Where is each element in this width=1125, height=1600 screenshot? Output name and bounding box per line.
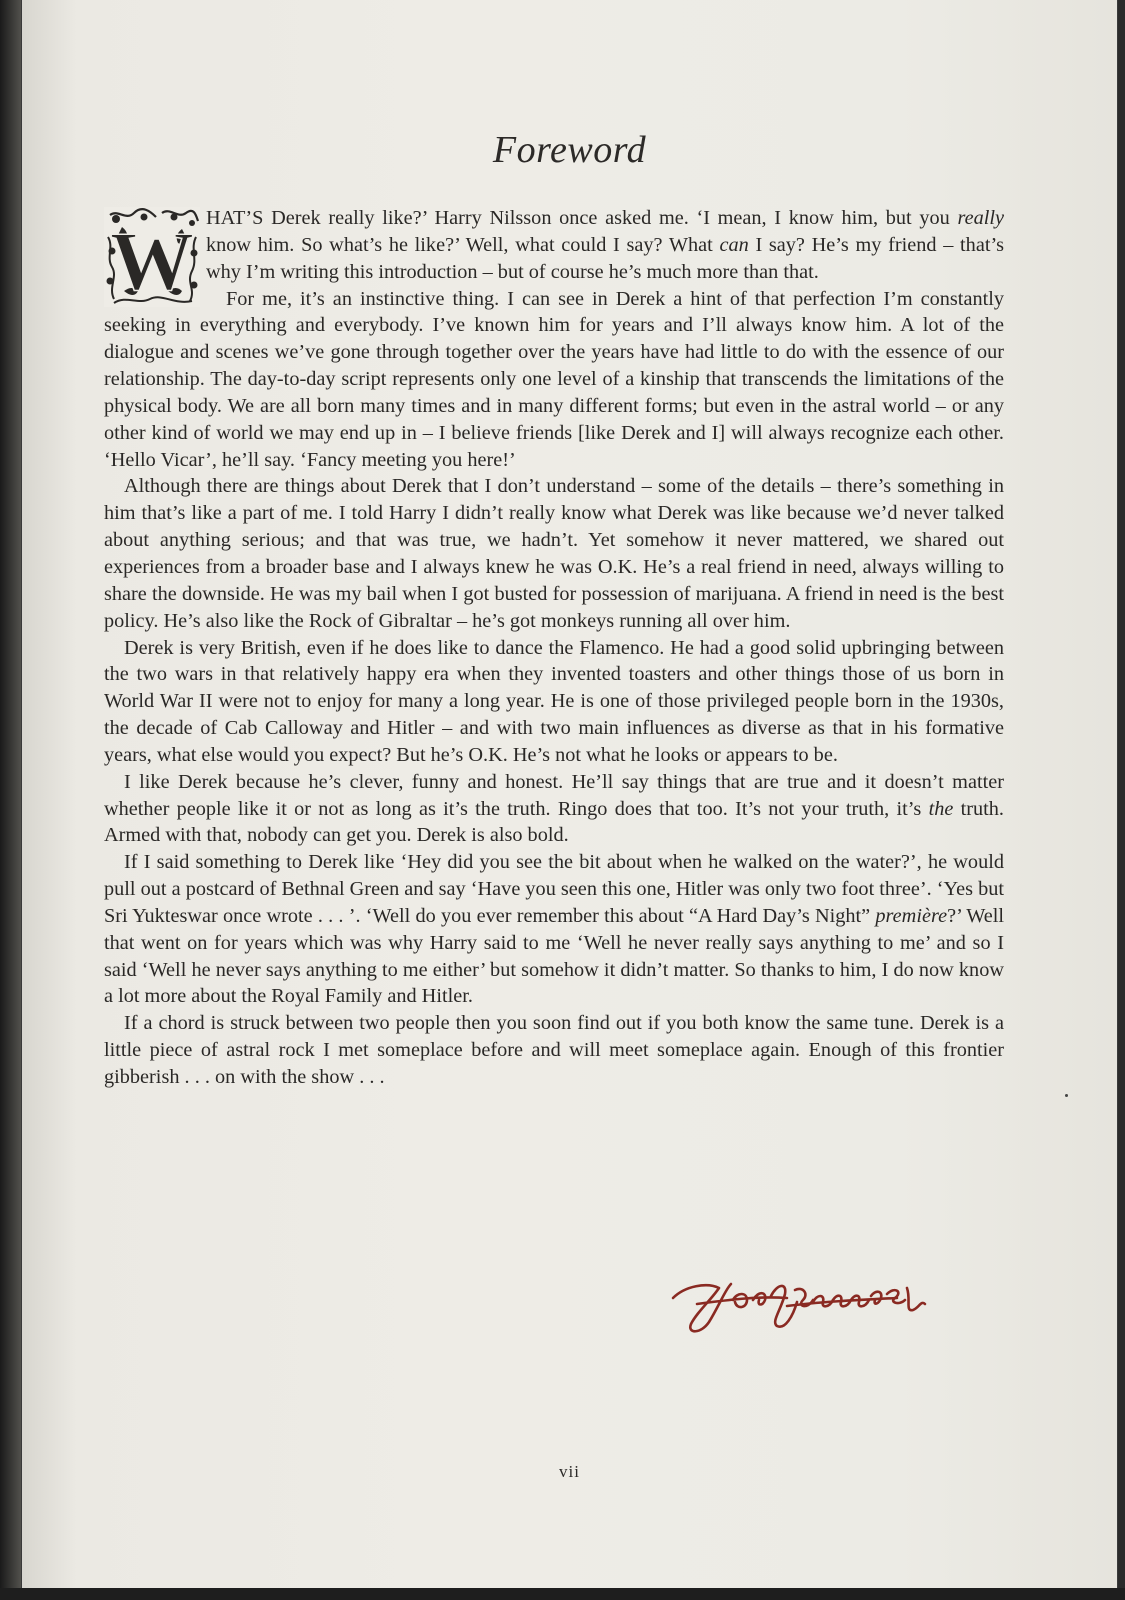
signature-text: George Harrison 82 [667,1260,675,1261]
signature-drawing [667,1260,932,1340]
p5-text-b: truth. Armed with that, nobody can get you. Derek is also bold. [104,797,1004,847]
paragraph-7: If a chord is struck between two people then you soon find out if you both know the same tune. Derek is a little piece of astral rock I met someplace before and will meet someplace again. Enough of this frontier gibberish . . . on with the show . . . [104,1012,1004,1088]
p5-text-a: I like Derek because he’s clever, funny and honest. He’ll say things that are true and it doesn’t matter whether people like it or not as long as it’s the truth. Ringo does that too. It’s not your truth, it’s [104,770,1004,820]
p6-text-b: ?’ Well that went on for years which was why Harry said to me ‘Well he never really says anything to me’ and so I said ‘Well he never says anything to me either’ but somehow it didn’t matter. So thanks to him, I do now know a lot more about the Royal Family and Hitler. [104,904,1004,1008]
paragraph-6 [104,849,1004,1010]
p1-text-b: know him. So what’s he like?’ Well, what could I say? What [206,233,720,256]
dropcap-w-ornament [104,207,200,307]
ornamental-dropcap [104,207,200,307]
paragraph-5 [104,769,1004,850]
dropcap-letter: W [110,215,194,307]
p1-emphasis-really: really [957,207,1004,229]
paragraph-1 [104,205,1004,307]
paragraph-3: Although there are things about Derek that I don’t understand – some of the details – there’s something in him that’s like a part of me. I told Harry I didn’t really know what Derek was like because we’d never talked about anything serious; and that was true, we hadn’t. Yet somehow it never mattered, we shared out experiences from a broader base and I always knew he was O.K. He’s a real friend in need, always willing to share the downside. He was my bail when I got busted for possession of marijuana. A friend in need is the best policy. He’s also like the Rock of Gibraltar – he’s got monkeys running all over him. [104,475,1004,632]
handwritten-signature [667,1260,932,1340]
p6-text-a: If I said something to Derek like ‘Hey did you see the bit about when he walked on the water?’, he would pull out a postcard of Bethnal Green and say ‘Have you seen this one, Hitler was only two foot three’. ‘Yes but Sri Yukteswar once wrote . . . ’. ‘Well do you ever remember this about “A Hard Day’s Night” [104,851,1004,927]
page-title: Foreword [492,129,647,171]
paper-speck [1065,1094,1068,1097]
p1-emphasis-can: can [719,233,749,256]
book-page [22,0,1117,1590]
p1-text-c: I say? He’s my friend – that’s why I’m writing this introduction – but of course he’s much more than that. [206,233,1004,283]
foreword-body [104,205,1004,1091]
page-number: vii [559,1462,580,1481]
page-bottom-edge [0,1588,1125,1600]
p5-emphasis-the: the [928,797,954,820]
p6-emphasis-premiere: première [875,904,948,927]
paragraph-4: Derek is very British, even if he does like to dance the Flamenco. He had a good solid upbringing between the two wars in that relatively happy era when they invented toasters and other things those of us born in World War II were not to enjoy for many a long year. He is one of those privileged people born in the 1930s, the decade of Cab Calloway and Hitler – and with two main influences as diverse as that in his formative years, what else would you expect? But he’s O.K. He’s not what he looks or appears to be. [104,636,1004,766]
p1-text-a: HAT’S Derek really like?’ Harry Nilsson once asked me. ‘I mean, I know him, but you [206,207,958,229]
paragraph-2: For me, it’s an instinctive thing. I can see in Derek a hint of that perfection I’m constantly seeking in everything and everybody. I’ve known him for years and I’ll always know him. A lot of the dialogue and scenes we’ve gone through together over the years have had little to do with the essence of our relationship. The day-to-day script represents only one level of a kinship that transcends the limitations of the physical body. We are all born many times and in many different forms; but even in the astral world – or any other kind of world we may end up in – I believe friends [like Derek and I] will always recognize each other. ‘Hello Vicar’, he’ll say. ‘Fancy meeting you here!’ [104,287,1004,471]
